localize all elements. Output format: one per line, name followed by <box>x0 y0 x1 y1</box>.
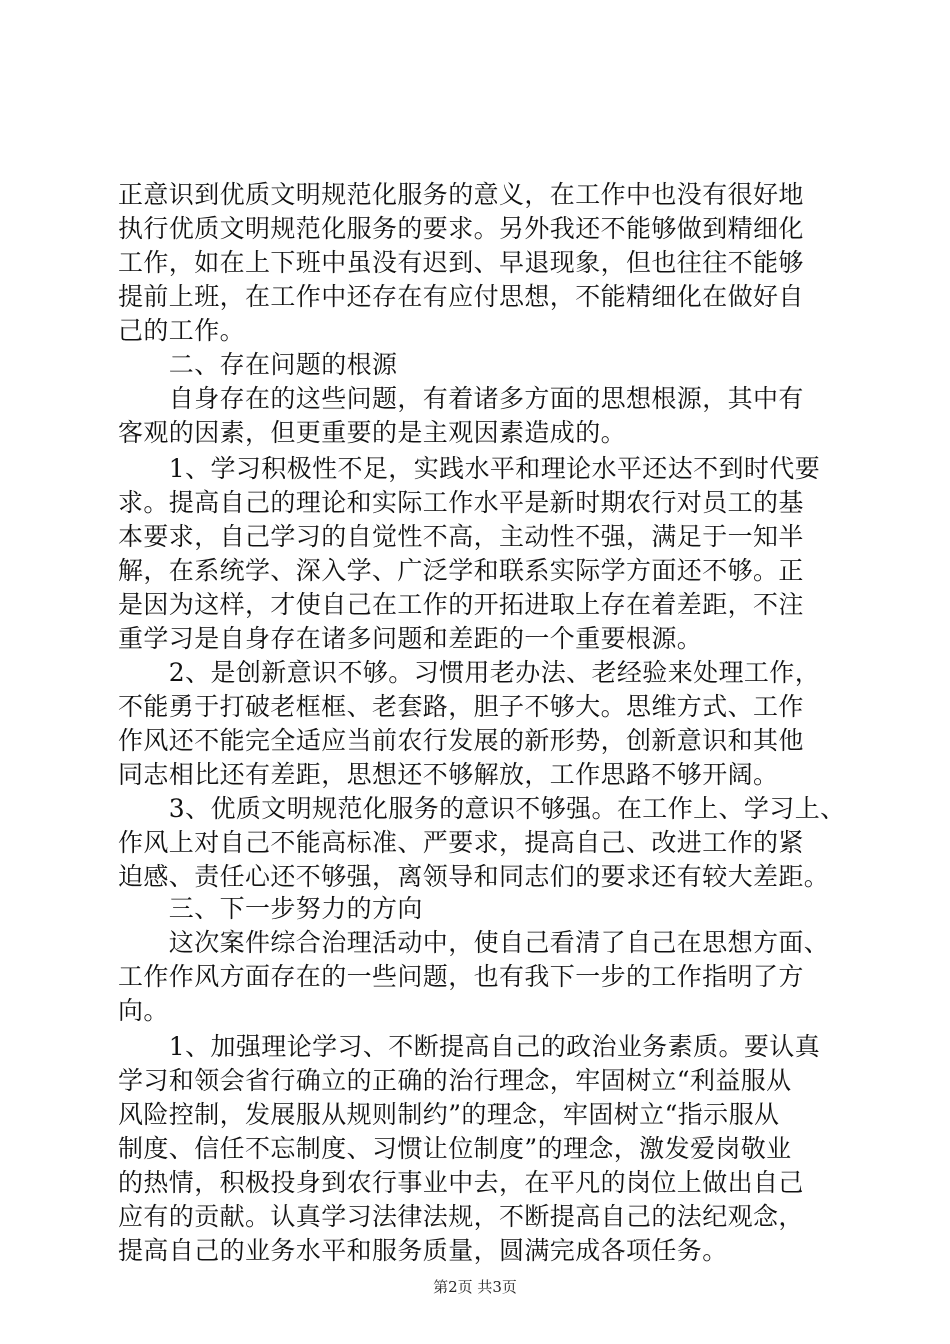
section-heading: 二、存在问题的根源 <box>118 350 398 379</box>
body-line: 1、学习积极性不足，实践水平和理论水平还达不到时代要 <box>118 454 821 483</box>
body-line: 3、优质文明规范化服务的意识不够强。在工作上、学习上、 <box>118 794 846 823</box>
body-line: 迫感、责任心还不够强，离领导和同志们的要求还有较大差距。 <box>118 862 830 891</box>
body-line: 向。 <box>118 996 169 1025</box>
body-line: 执行优质文明规范化服务的要求。另外我还不能够做到精细化 <box>118 214 804 243</box>
body-line: 工作，如在上下班中虽没有迟到、早退现象，但也往往不能够 <box>118 248 804 277</box>
body-line: 风险控制，发展服从规则制约”的理念，牢固树立“指示服从 <box>118 1100 780 1129</box>
body-line: 是因为这样，才使自己在工作的开拓进取上存在着差距，不注 <box>118 590 804 619</box>
page-footer: 第2页 共3页 <box>433 1278 517 1296</box>
body-line: 作风还不能完全适应当前农行发展的新形势，创新意识和其他 <box>118 726 804 755</box>
body-line: 这次案件综合治理活动中，使自己看清了自己在思想方面、 <box>118 928 830 957</box>
body-line: 2、是创新意识不够。习惯用老办法、老经验来处理工作， <box>118 658 821 687</box>
body-line: 本要求，自己学习的自觉性不高，主动性不强，满足于一知半 <box>118 522 804 551</box>
body-line: 制度、信任不忘制度、习惯让位制度”的理念，激发爱岗敬业 <box>118 1134 792 1163</box>
body-line: 己的工作。 <box>118 316 246 345</box>
body-line: 重学习是自身存在诸多问题和差距的一个重要根源。 <box>118 624 703 653</box>
body-line: 解，在系统学、深入学、广泛学和联系实际学方面还不够。正 <box>118 556 804 585</box>
body-line: 学习和领会省行确立的正确的治行理念，牢固树立“利益服从 <box>118 1066 792 1095</box>
body-line: 正意识到优质文明规范化服务的意义，在工作中也没有很好地 <box>118 180 804 209</box>
body-line: 1、加强理论学习、不断提高自己的政治业务素质。要认真 <box>118 1032 821 1061</box>
body-line: 同志相比还有差距，思想还不够解放，工作思路不够开阔。 <box>118 760 779 789</box>
section-heading: 三、下一步努力的方向 <box>118 894 423 923</box>
body-line: 求。提高自己的理论和实际工作水平是新时期农行对员工的基 <box>118 488 804 517</box>
body-line: 提前上班，在工作中还存在有应付思想，不能精细化在做好自 <box>118 282 804 311</box>
body-line: 客观的因素，但更重要的是主观因素造成的。 <box>118 418 627 447</box>
body-line: 工作作风方面存在的一些问题，也有我下一步的工作指明了方 <box>118 962 804 991</box>
body-line: 不能勇于打破老框框、老套路，胆子不够大。思维方式、工作 <box>118 692 804 721</box>
body-line: 自身存在的这些问题，有着诸多方面的思想根源，其中有 <box>118 384 804 413</box>
body-line: 作风上对自己不能高标准、严要求，提高自己、改进工作的紧 <box>118 828 804 857</box>
body-line: 应有的贡献。认真学习法律法规，不断提高自己的法纪观念， <box>118 1202 804 1231</box>
body-line-last: 提高自己的业务水平和服务质量，圆满完成各项任务。 <box>118 1236 728 1265</box>
body-line: 的热情，积极投身到农行事业中去，在平凡的岗位上做出自己 <box>118 1168 804 1197</box>
